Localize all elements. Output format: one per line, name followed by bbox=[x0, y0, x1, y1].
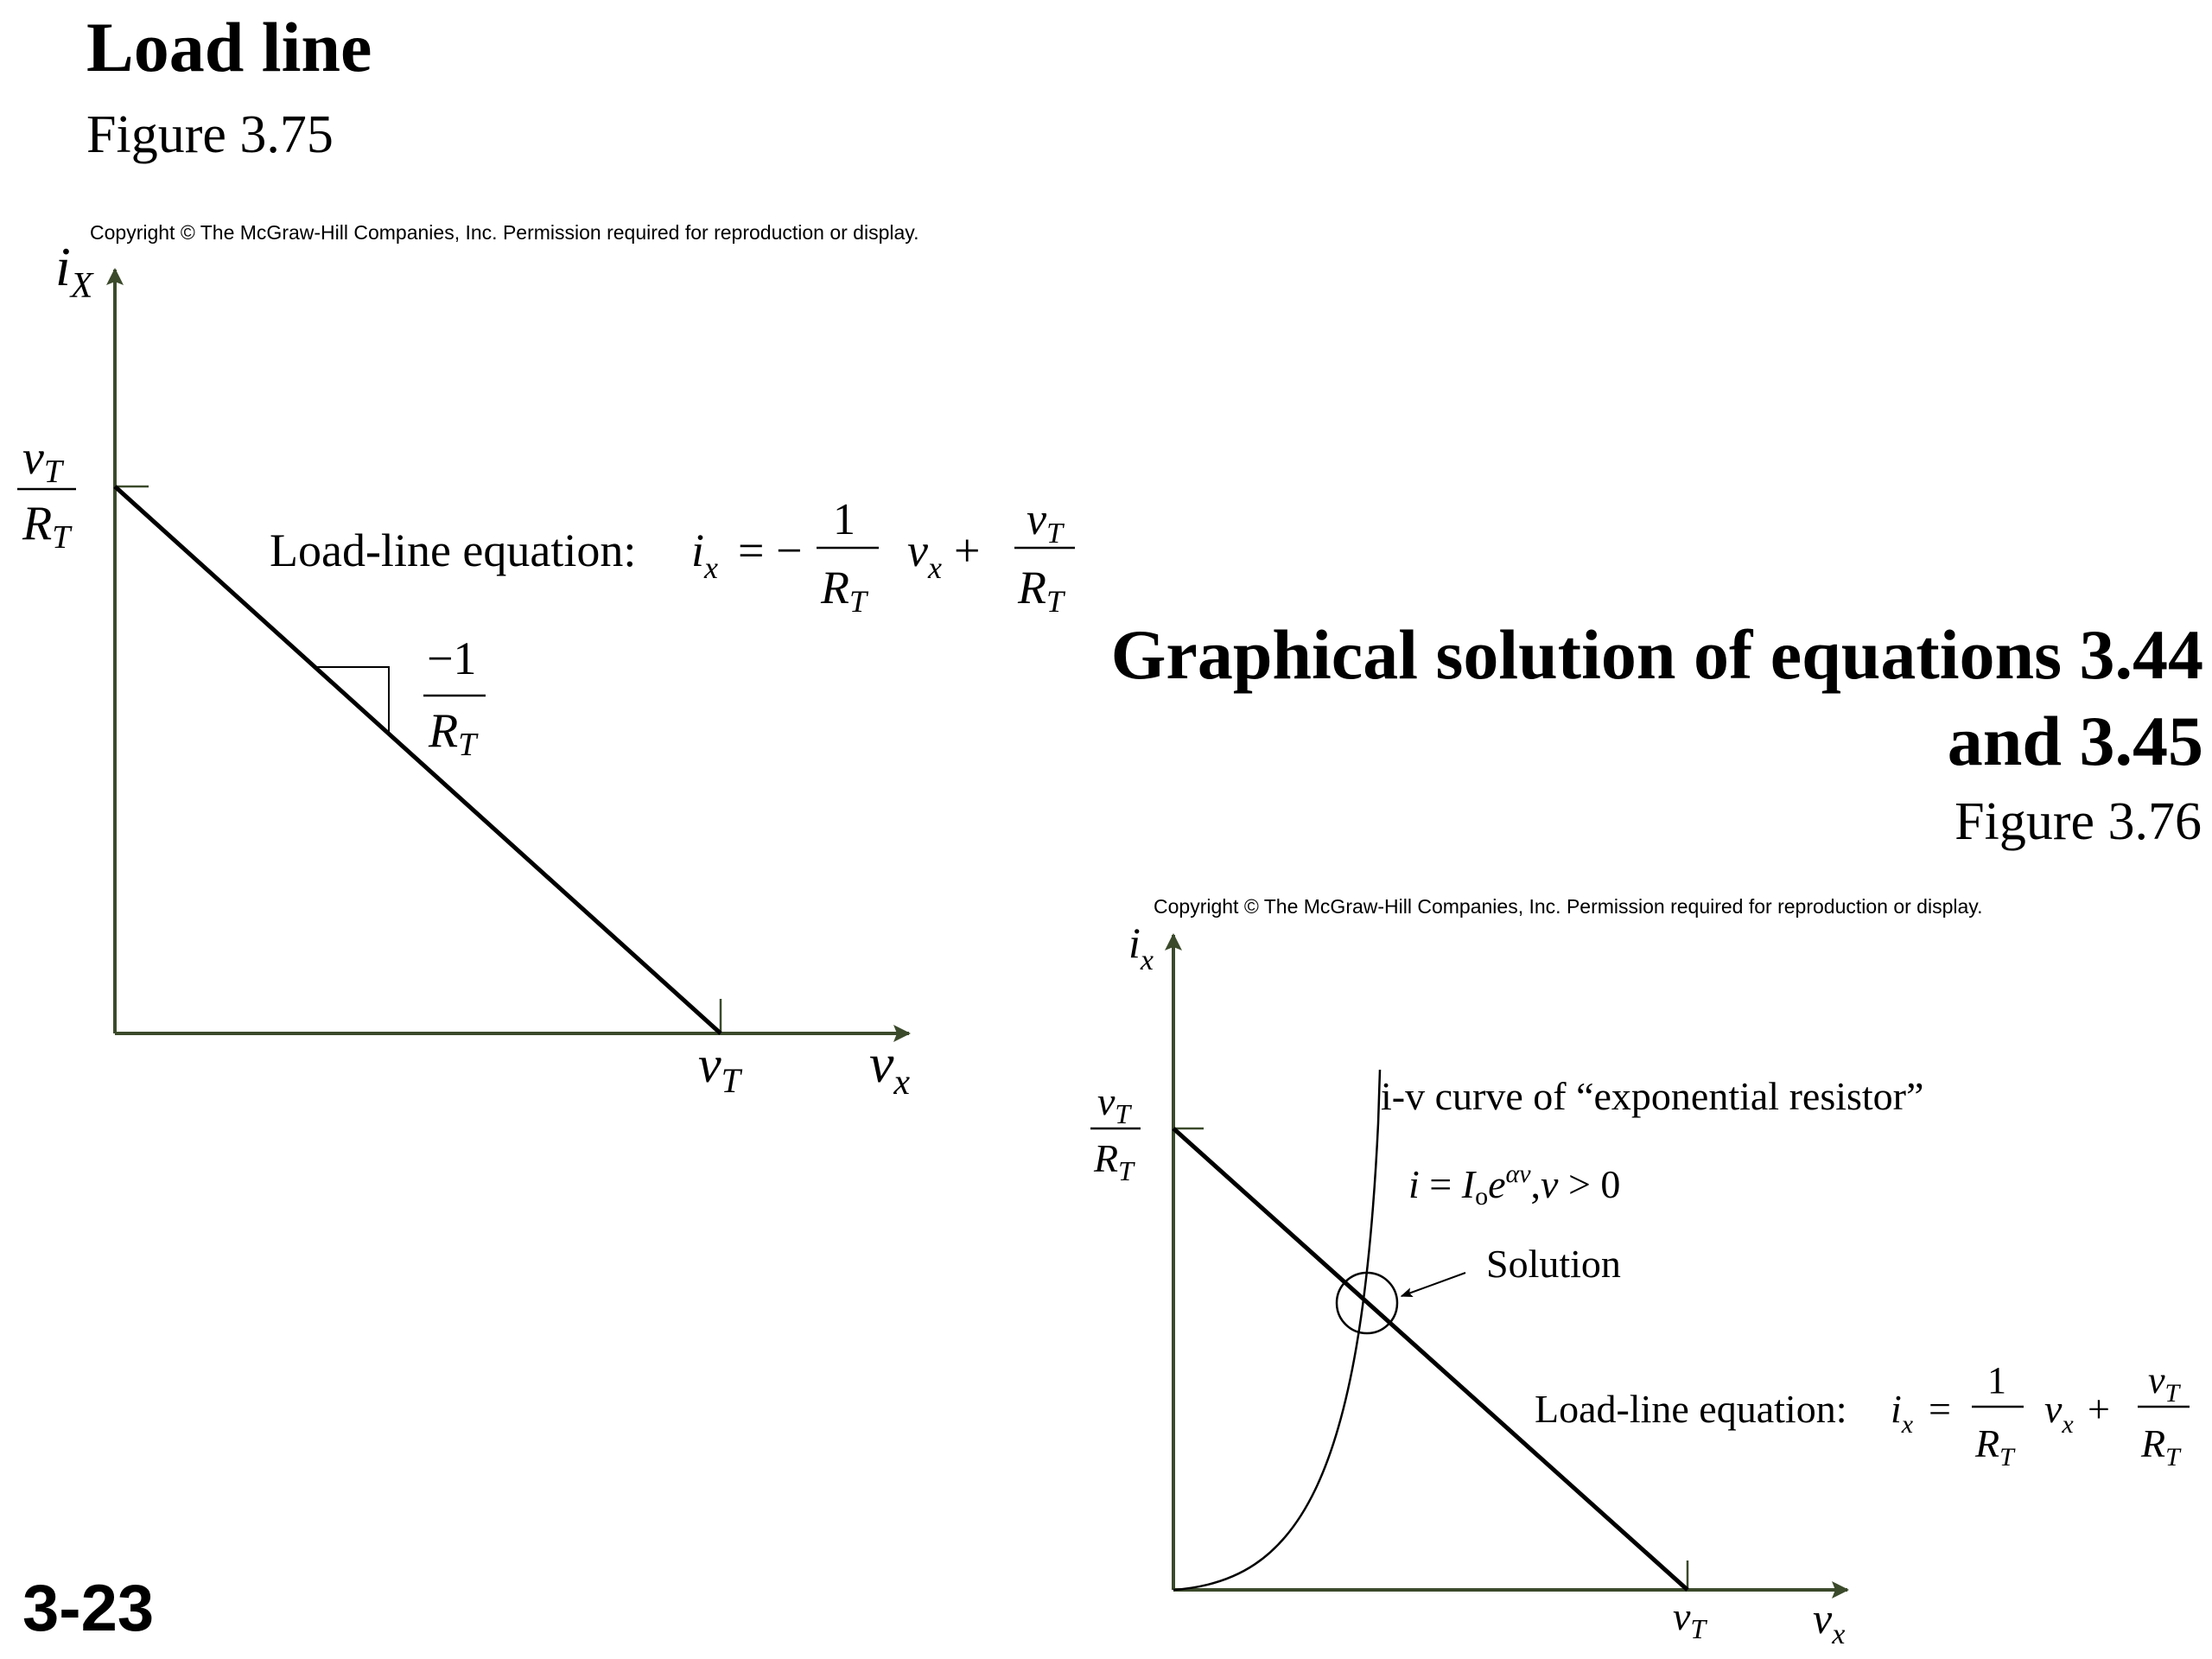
solution-arrow bbox=[1402, 1273, 1465, 1296]
figure-3-75-caption: Figure 3.75 bbox=[86, 105, 334, 164]
svg-text:RT: RT bbox=[821, 562, 868, 619]
equation-label: Load-line equation: bbox=[1535, 1387, 1847, 1431]
y-intercept-label bbox=[17, 431, 76, 556]
y-intercept-label bbox=[1090, 1079, 1141, 1186]
svg-text:1: 1 bbox=[1987, 1359, 2006, 1402]
svg-text:RT: $R_T$ bbox=[1975, 1421, 2014, 1471]
slope-label bbox=[423, 632, 486, 763]
svg-text:+: + bbox=[954, 524, 981, 576]
y-axis-label: $i_X$ bbox=[55, 236, 93, 306]
svg-text:=: = bbox=[1929, 1387, 1951, 1431]
x-axis-label: $v_x$ bbox=[1813, 1594, 1846, 1650]
svg-text:−1: −1 bbox=[427, 632, 477, 684]
figure-3-75-title: Load line bbox=[86, 8, 372, 86]
x-intercept-label: $v_T$ bbox=[698, 1036, 741, 1100]
y-axis-label: $i_x$ bbox=[1128, 918, 1154, 976]
curve-equation: i = Ioe$^{\alpha v}$,v > 0 bbox=[1408, 1160, 1621, 1211]
svg-text:+: + bbox=[2088, 1387, 2110, 1431]
load-line-diagram bbox=[17, 236, 1075, 1103]
graphical-solution-diagram bbox=[1090, 918, 2190, 1650]
curve-label: i-v curve of “exponential resistor” bbox=[1381, 1074, 1924, 1118]
exponential-curve bbox=[1173, 1070, 1380, 1590]
svg-text:ix: $i_x$ bbox=[1891, 1387, 1914, 1439]
copyright-notice: Copyright © The McGraw-Hill Companies, Inc. Permission required for reproduction or display. bbox=[1154, 895, 1983, 918]
svg-text:= −: = − bbox=[738, 524, 803, 576]
x-axis-label: $v_x$ bbox=[869, 1033, 911, 1103]
svg-text:1: 1 bbox=[833, 495, 855, 544]
svg-text:vT: vT bbox=[22, 431, 62, 490]
svg-text:RT: RT bbox=[22, 497, 71, 556]
svg-text:vx: $v_x$ bbox=[2044, 1387, 2074, 1439]
figure-3-76-title: Graphical solution of equations 3.44 and 3.45 bbox=[1110, 615, 2203, 781]
equation-label: Load-line equation: bbox=[270, 524, 637, 576]
svg-text:vT: $v_T$ bbox=[1097, 1079, 1131, 1129]
x-intercept-label: $v_T$ bbox=[1673, 1594, 1707, 1644]
figure-3-76-caption: Figure 3.76 bbox=[1955, 792, 2202, 851]
svg-text:RT: $R_T$ bbox=[2141, 1421, 2180, 1471]
solution-label: Solution bbox=[1486, 1242, 1621, 1286]
svg-text:vx: $v_x$ bbox=[907, 524, 942, 585]
svg-text:RT: RT bbox=[429, 704, 477, 763]
svg-text:vT: vT bbox=[1027, 495, 1064, 550]
load-line-equation bbox=[270, 495, 1075, 619]
copyright-notice: Copyright © The McGraw-Hill Companies, Inc. Permission required for reproduction or display. bbox=[90, 221, 919, 244]
svg-text:RT: $R_T$ bbox=[1094, 1136, 1134, 1186]
svg-text:RT: RT bbox=[1018, 562, 1065, 619]
slide-number: 3-23 bbox=[22, 1572, 155, 1645]
svg-text:ix: $i_x$ bbox=[691, 524, 718, 585]
load-line-equation bbox=[1535, 1359, 2190, 1471]
svg-text:vT: $v_T$ bbox=[2148, 1359, 2180, 1408]
